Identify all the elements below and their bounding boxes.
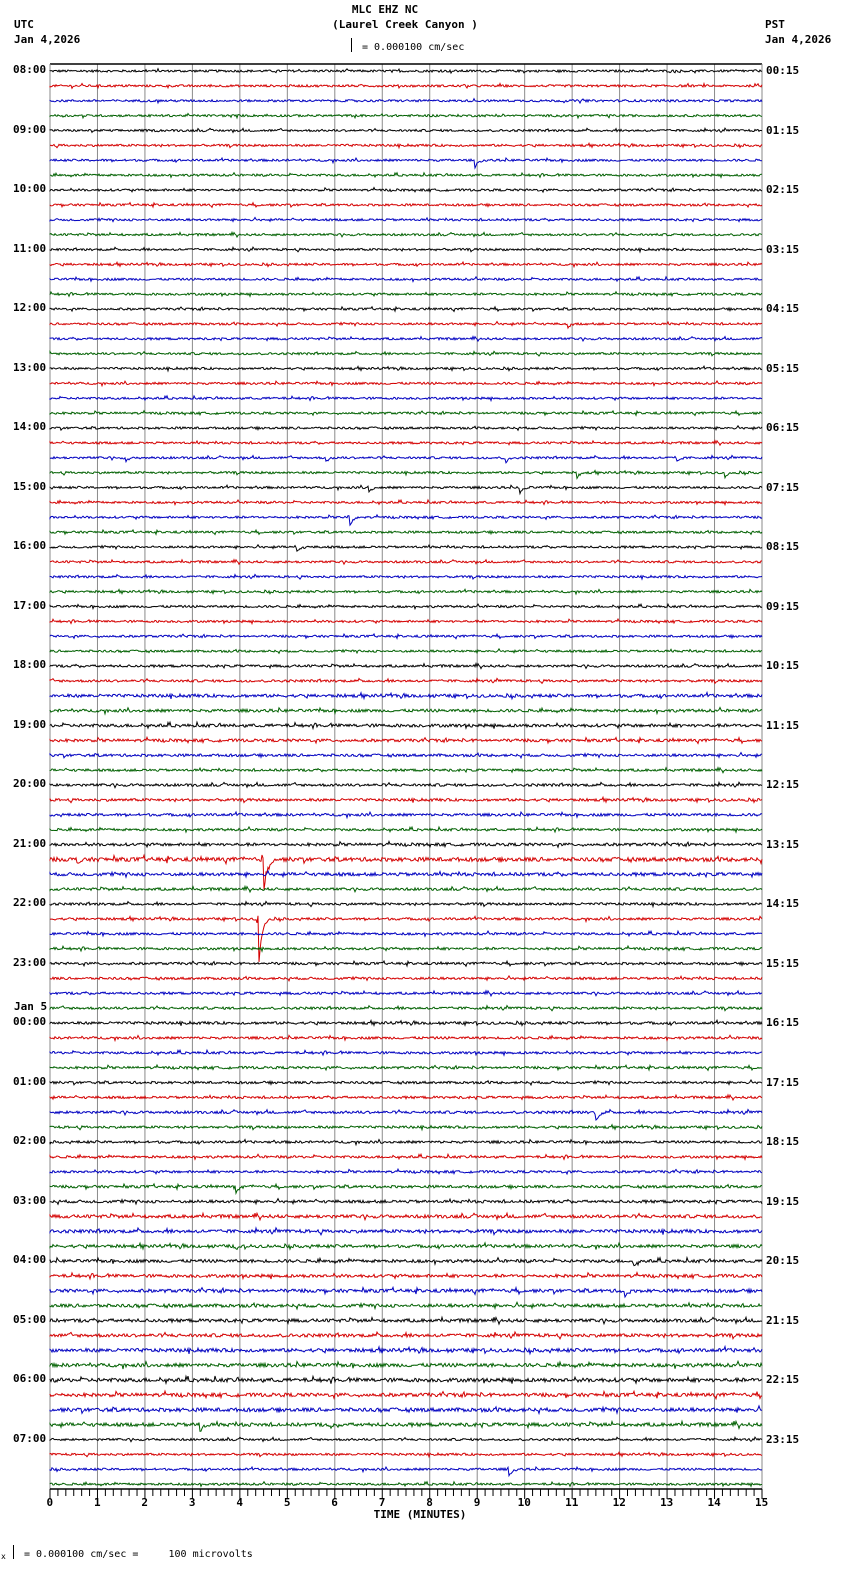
utc-time-label: 22:00 — [13, 896, 47, 909]
x-tick-label: 2 — [141, 1496, 149, 1509]
x-tick-label: 12 — [612, 1496, 626, 1509]
x-tick-label: 9 — [473, 1496, 481, 1509]
utc-time-label: 07:00 — [13, 1431, 47, 1445]
x-axis-title: TIME (MINUTES) — [373, 1508, 467, 1521]
x-tick-label: 14 — [707, 1496, 721, 1509]
x-tick-label: 1 — [93, 1496, 101, 1509]
utc-time-label: 23:00 — [13, 955, 47, 969]
pst-time-label: 18:15 — [766, 1135, 800, 1148]
utc-time-label: 20:00 — [13, 777, 47, 790]
x-tick-label: 10 — [517, 1496, 531, 1509]
pst-time-label: 01:15 — [766, 123, 800, 137]
utc-time-label: 06:00 — [13, 1372, 47, 1385]
pst-time-label: 16:15 — [766, 1016, 800, 1029]
pst-time-label: 11:15 — [766, 718, 800, 732]
utc-time-label: 13:00 — [13, 360, 47, 374]
pst-time-label: 10:15 — [766, 659, 800, 672]
right-date: Jan 4,2026 — [765, 33, 832, 46]
utc-time-label: 04:00 — [13, 1253, 47, 1266]
x-tick-label: 11 — [565, 1496, 579, 1509]
pst-time-label: 13:15 — [766, 837, 800, 851]
utc-time-label: 05:00 — [13, 1312, 47, 1326]
utc-time-label: 21:00 — [13, 836, 47, 850]
pst-time-label: 02:15 — [766, 183, 800, 196]
x-tick-label: 15 — [755, 1496, 769, 1509]
utc-date-label: Jan 5 — [14, 1000, 48, 1013]
utc-time-label: 02:00 — [13, 1134, 47, 1147]
pst-time-label: 09:15 — [766, 599, 800, 613]
x-tick-label: 4 — [236, 1496, 243, 1509]
utc-time-label: 08:00 — [13, 63, 47, 76]
utc-time-label: 09:00 — [13, 122, 47, 136]
pst-time-label: 20:15 — [766, 1254, 800, 1267]
x-tick-label: 7 — [378, 1496, 386, 1509]
utc-time-label: 16:00 — [13, 539, 47, 552]
utc-time-label: 14:00 — [13, 420, 47, 433]
pst-time-label: 21:15 — [766, 1313, 800, 1327]
pst-time-label: 19:15 — [766, 1194, 800, 1208]
utc-time-label: 15:00 — [13, 479, 47, 493]
pst-time-label: 15:15 — [766, 956, 800, 970]
pst-time-label: 22:15 — [766, 1373, 800, 1386]
left-timezone: UTC — [14, 18, 34, 31]
footer-scale-bar-icon — [13, 1545, 19, 1559]
pst-time-label: 08:15 — [766, 540, 800, 553]
scale-text: = 0.000100 cm/sec — [362, 42, 465, 53]
right-timezone: PST — [765, 18, 785, 31]
utc-time-label: 11:00 — [13, 241, 47, 255]
left-date: Jan 4,2026 — [14, 33, 81, 46]
x-tick-label: 6 — [331, 1496, 338, 1509]
x-tick-label: 5 — [283, 1496, 291, 1509]
pst-time-label: 05:15 — [766, 361, 800, 375]
pst-time-label: 03:15 — [766, 242, 800, 256]
station-title: MLC EHZ NC — [351, 3, 419, 16]
utc-time-label: 12:00 — [13, 301, 47, 314]
x-tick-label: 8 — [426, 1496, 433, 1509]
station-location: (Laurel Creek Canyon ) — [332, 18, 478, 31]
x-tick-label: 0 — [46, 1496, 54, 1509]
pst-time-label: 17:15 — [766, 1075, 800, 1089]
pst-time-label: 12:15 — [766, 778, 800, 791]
pst-time-label: 04:15 — [766, 302, 800, 315]
pst-time-label: 06:15 — [766, 421, 800, 434]
utc-time-label: 19:00 — [13, 717, 47, 731]
pst-time-label: 00:15 — [766, 64, 800, 77]
footer-scale-text: = 0.000100 cm/sec = 100 microvolts — [24, 1549, 253, 1560]
utc-time-label: 10:00 — [13, 182, 47, 195]
utc-time-label: 00:00 — [13, 1015, 47, 1028]
pst-time-label: 14:15 — [766, 897, 800, 910]
utc-time-label: 18:00 — [13, 658, 47, 671]
utc-time-label: 03:00 — [13, 1193, 47, 1207]
x-tick-label: 3 — [188, 1496, 196, 1509]
footer-prefix: x — [1, 1552, 6, 1561]
pst-time-label: 23:15 — [766, 1432, 800, 1446]
x-tick-label: 13 — [660, 1496, 674, 1509]
utc-time-label: 01:00 — [13, 1074, 47, 1088]
pst-time-label: 07:15 — [766, 480, 800, 494]
utc-time-label: 17:00 — [13, 598, 47, 612]
